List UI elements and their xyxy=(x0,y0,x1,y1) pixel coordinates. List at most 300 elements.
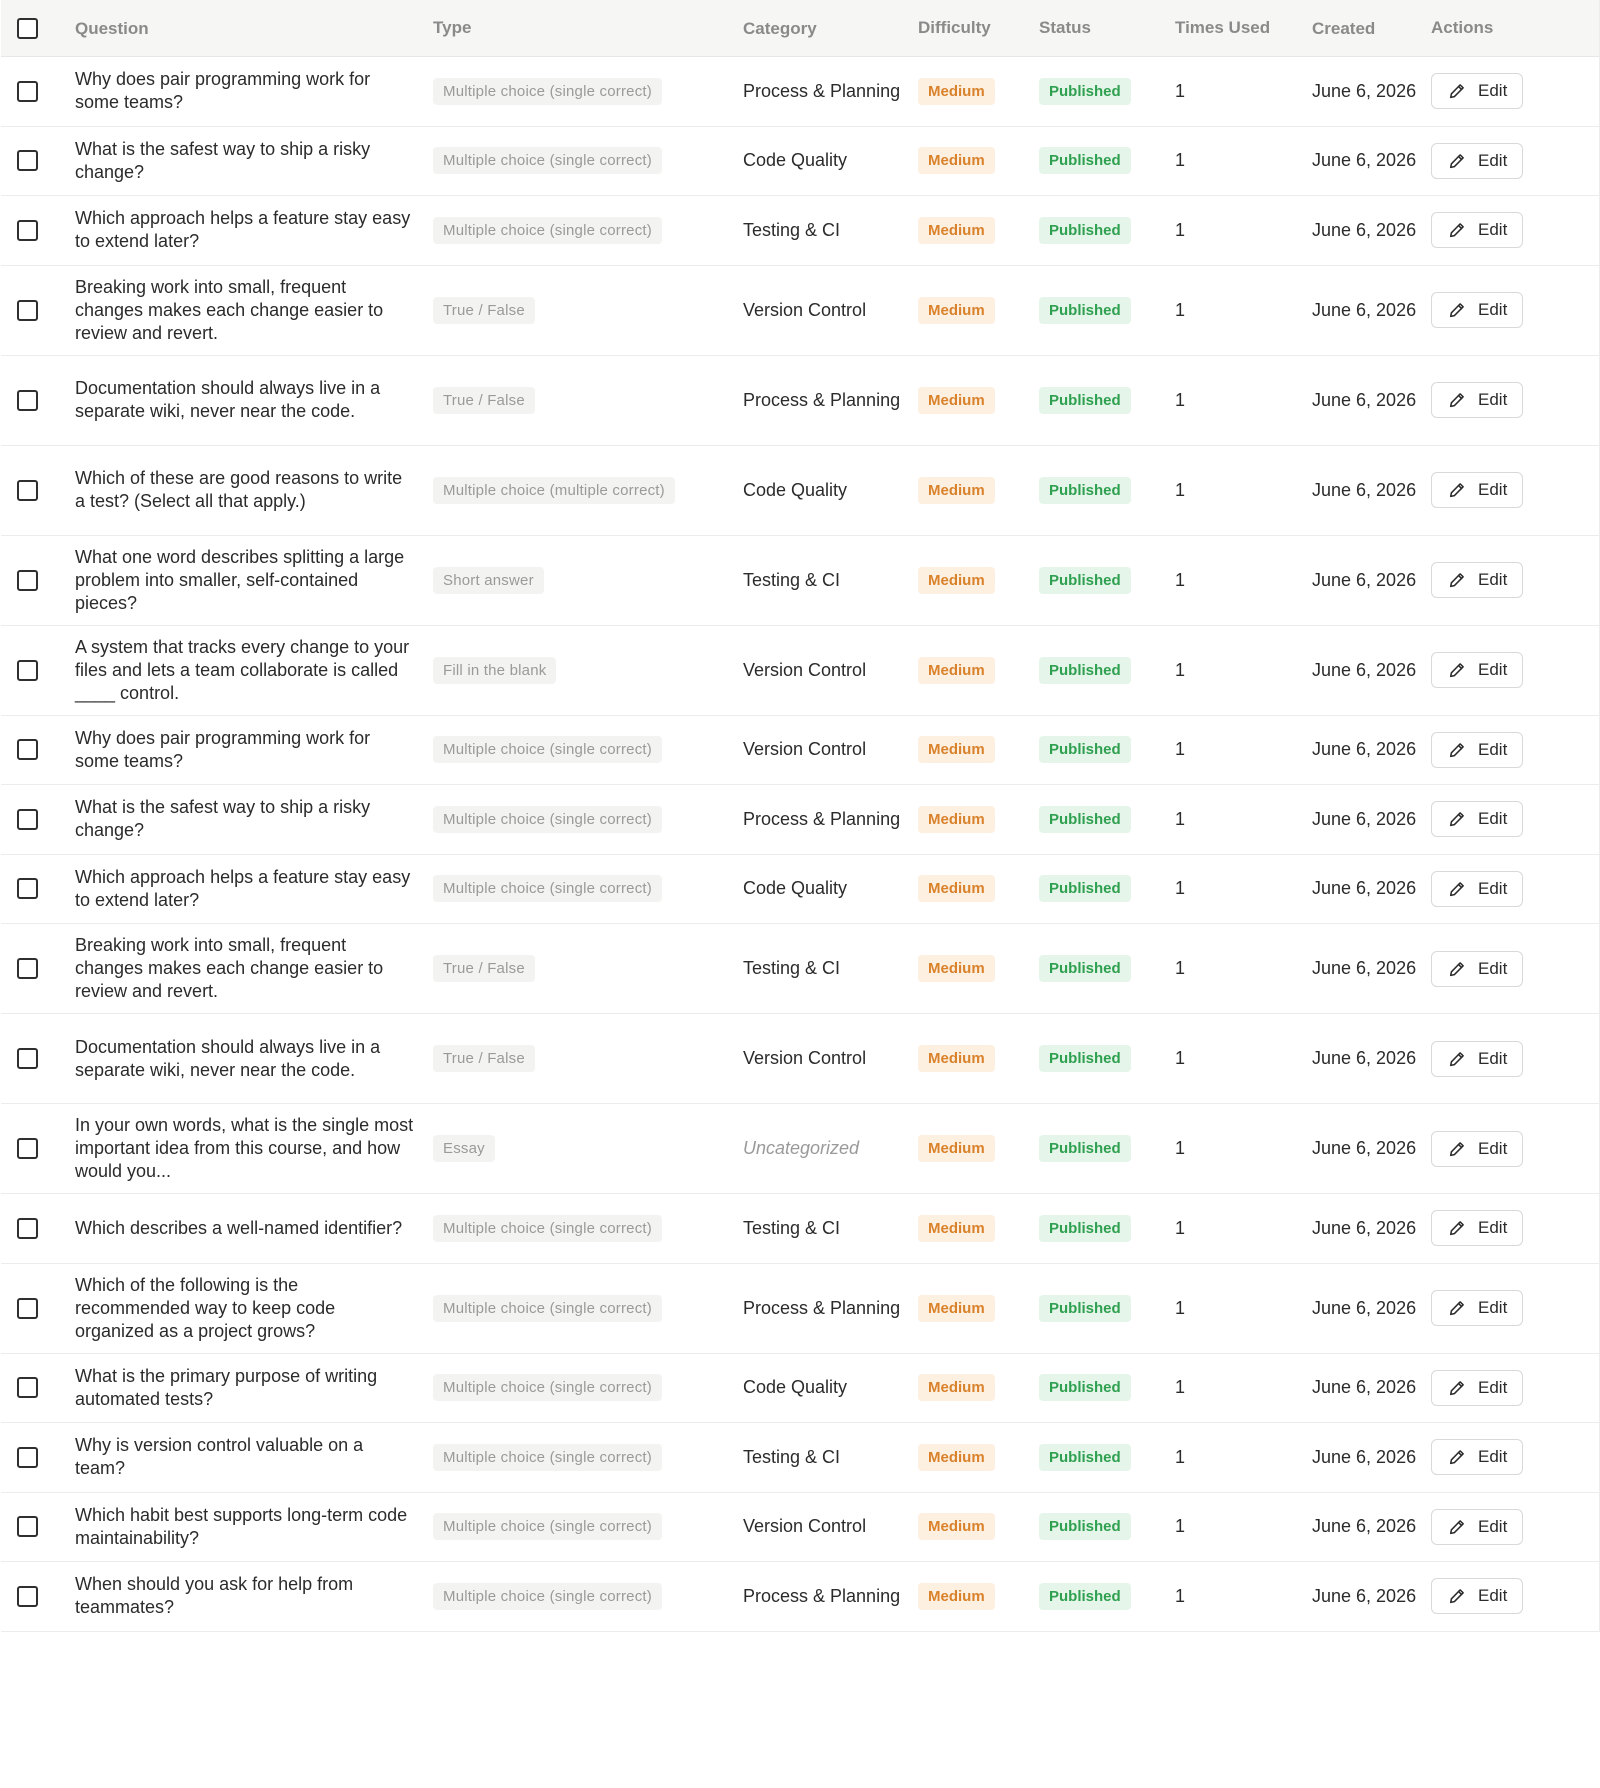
category-text: Code Quality xyxy=(743,1377,848,1398)
type-badge: True / False xyxy=(433,297,535,324)
status-badge: Published xyxy=(1039,387,1131,414)
status-cell xyxy=(1039,477,1175,504)
edit-button-label: Edit xyxy=(1478,1138,1508,1158)
status-badge: Published xyxy=(1039,297,1131,324)
row-checkbox[interactable] xyxy=(17,81,38,102)
type-cell xyxy=(433,875,743,902)
edit-button[interactable] xyxy=(1431,472,1523,508)
difficulty-badge: Medium xyxy=(918,78,995,105)
type-cell xyxy=(433,217,743,244)
actions-cell xyxy=(1431,652,1591,688)
actions-cell xyxy=(1431,1210,1591,1246)
edit-button[interactable] xyxy=(1431,1370,1523,1406)
type-cell xyxy=(433,955,743,982)
pencil-icon xyxy=(1448,571,1466,589)
category-text: Code Quality xyxy=(743,479,848,500)
type-badge: Multiple choice (single correct) xyxy=(433,1295,662,1322)
times-used-value: 1 xyxy=(1175,80,1186,101)
type-badge: Multiple choice (multiple correct) xyxy=(433,477,675,504)
actions-cell xyxy=(1431,73,1591,109)
difficulty-cell xyxy=(918,1215,1039,1242)
status-badge: Published xyxy=(1039,1374,1131,1401)
category-text: Version Control xyxy=(743,659,867,680)
edit-button-label: Edit xyxy=(1478,660,1508,679)
status-badge: Published xyxy=(1039,217,1131,244)
table-row xyxy=(1,1194,1599,1264)
type-cell xyxy=(433,477,743,504)
row-checkbox[interactable] xyxy=(17,739,38,760)
table-row xyxy=(1,1423,1599,1493)
row-checkbox[interactable] xyxy=(17,1048,38,1069)
times-used-value: 1 xyxy=(1175,219,1186,240)
created-date: June 6, 2026 xyxy=(1312,659,1417,680)
status-badge: Published xyxy=(1039,657,1131,684)
status-cell xyxy=(1039,875,1175,902)
difficulty-cell xyxy=(918,477,1039,504)
difficulty-cell xyxy=(918,297,1039,324)
pencil-icon xyxy=(1448,880,1466,898)
type-cell xyxy=(433,1045,743,1072)
status-badge: Published xyxy=(1039,1045,1131,1072)
row-checkbox[interactable] xyxy=(17,1138,38,1159)
created-date: June 6, 2026 xyxy=(1312,878,1417,899)
question-text[interactable]: Which approach helps a feature stay easy to extend later? xyxy=(75,866,411,910)
type-badge: Multiple choice (single correct) xyxy=(433,78,662,105)
category-text: Code Quality xyxy=(743,878,848,899)
status-cell xyxy=(1039,806,1175,833)
type-badge: Multiple choice (single correct) xyxy=(433,875,662,902)
difficulty-cell xyxy=(918,1374,1039,1401)
question-text[interactable]: Which of these are good reasons to write a test? (Select all that apply.) xyxy=(75,468,403,511)
row-checkbox[interactable] xyxy=(17,809,38,830)
category-text: Version Control xyxy=(743,299,867,320)
difficulty-badge: Medium xyxy=(918,1045,995,1072)
pencil-icon xyxy=(1448,1587,1466,1605)
difficulty-cell xyxy=(918,736,1039,763)
status-cell xyxy=(1039,387,1175,414)
actions-cell xyxy=(1431,382,1591,418)
row-checkbox[interactable] xyxy=(17,958,38,979)
edit-button[interactable] xyxy=(1431,73,1523,109)
row-select-cell xyxy=(1,300,75,321)
difficulty-badge: Medium xyxy=(918,147,995,174)
type-cell xyxy=(433,1583,743,1610)
question-text[interactable]: What is the safest way to ship a risky change? xyxy=(75,138,371,182)
header-type[interactable]: Type xyxy=(433,18,472,37)
category-text: Process & Planning xyxy=(743,1585,901,1606)
type-cell xyxy=(433,1135,743,1162)
actions-cell xyxy=(1431,732,1591,768)
pencil-icon xyxy=(1448,301,1466,319)
type-badge: Multiple choice (single correct) xyxy=(433,1215,662,1242)
type-badge: Fill in the blank xyxy=(433,657,556,684)
type-cell xyxy=(433,1513,743,1540)
status-badge: Published xyxy=(1039,147,1131,174)
times-used-value: 1 xyxy=(1175,739,1186,760)
times-used-value: 1 xyxy=(1175,958,1186,978)
header-created[interactable]: Created xyxy=(1312,18,1376,38)
edit-button-label: Edit xyxy=(1478,1298,1508,1317)
status-badge: Published xyxy=(1039,78,1131,105)
created-date: June 6, 2026 xyxy=(1312,1297,1417,1318)
edit-button[interactable] xyxy=(1431,1290,1523,1326)
status-cell xyxy=(1039,1374,1175,1401)
difficulty-cell xyxy=(918,875,1039,902)
status-badge: Published xyxy=(1039,1444,1131,1471)
pencil-icon xyxy=(1448,1219,1466,1237)
row-select-cell xyxy=(1,809,75,830)
actions-cell xyxy=(1431,1131,1591,1167)
edit-button[interactable] xyxy=(1431,1509,1523,1545)
table-row xyxy=(1,127,1599,197)
type-cell xyxy=(433,657,743,684)
edit-button[interactable] xyxy=(1431,732,1523,768)
times-used-value: 1 xyxy=(1175,808,1186,829)
table-row xyxy=(1,196,1599,266)
edit-button-label: Edit xyxy=(1478,220,1508,240)
edit-button[interactable] xyxy=(1431,1210,1523,1246)
row-checkbox[interactable] xyxy=(17,150,38,171)
row-select-cell xyxy=(1,739,75,760)
difficulty-cell xyxy=(918,217,1039,244)
difficulty-badge: Medium xyxy=(918,1444,995,1471)
actions-cell xyxy=(1431,562,1591,598)
category-text: Testing & CI xyxy=(743,1217,841,1238)
row-select-cell xyxy=(1,390,75,411)
difficulty-cell xyxy=(918,806,1039,833)
category-text: Process & Planning xyxy=(743,808,901,829)
difficulty-badge: Medium xyxy=(918,1295,995,1322)
status-cell xyxy=(1039,147,1175,174)
row-checkbox[interactable] xyxy=(17,1447,38,1468)
table-row xyxy=(1,785,1599,855)
question-text[interactable]: What one word describes splitting a large problem into smaller, self-contained pieces? xyxy=(75,546,405,613)
status-cell xyxy=(1039,1215,1175,1242)
row-checkbox[interactable] xyxy=(17,570,38,591)
question-text[interactable]: A system that tracks every change to your files and lets a team collaborate is called ____ control. xyxy=(75,636,410,703)
pencil-icon xyxy=(1448,741,1466,759)
times-used-value: 1 xyxy=(1175,1048,1186,1068)
question-text[interactable]: What is the safest way to ship a risky change? xyxy=(75,797,371,841)
category-text: Version Control xyxy=(743,739,867,760)
difficulty-cell xyxy=(918,1513,1039,1540)
row-checkbox[interactable] xyxy=(17,1377,38,1398)
question-text[interactable]: Why does pair programming work for some teams? xyxy=(75,727,371,771)
actions-cell xyxy=(1431,472,1591,508)
select-all-checkbox[interactable] xyxy=(17,18,38,39)
question-text[interactable]: Why does pair programming work for some teams? xyxy=(75,69,371,113)
type-badge: True / False xyxy=(433,387,535,414)
row-checkbox[interactable] xyxy=(17,1516,38,1537)
header-status[interactable]: Status xyxy=(1039,18,1091,37)
status-badge: Published xyxy=(1039,1583,1131,1610)
times-used-value: 1 xyxy=(1175,479,1186,500)
created-date: June 6, 2026 xyxy=(1312,1217,1417,1238)
difficulty-badge: Medium xyxy=(918,567,995,594)
difficulty-cell xyxy=(918,657,1039,684)
created-date: June 6, 2026 xyxy=(1312,389,1417,410)
created-date: June 6, 2026 xyxy=(1312,80,1417,101)
difficulty-badge: Medium xyxy=(918,806,995,833)
row-select-cell xyxy=(1,1377,75,1398)
difficulty-badge: Medium xyxy=(918,1583,995,1610)
edit-button[interactable] xyxy=(1431,143,1523,179)
created-date: June 6, 2026 xyxy=(1312,1446,1417,1467)
table-row xyxy=(1,855,1599,925)
question-text[interactable]: Which of the following is the recommended way to keep code organized as a project grows? xyxy=(75,1274,336,1341)
table-body xyxy=(1,57,1599,1632)
question-text[interactable]: Why is version control valuable on a team? xyxy=(75,1435,364,1479)
edit-button[interactable] xyxy=(1431,292,1523,328)
row-checkbox[interactable] xyxy=(17,220,38,241)
question-text[interactable]: Breaking work into small, frequent changes makes each change easier to review and revert. xyxy=(75,935,384,1001)
edit-button[interactable] xyxy=(1431,1041,1523,1077)
category-text: Testing & CI xyxy=(743,569,841,590)
type-badge: Multiple choice (single correct) xyxy=(433,1444,662,1471)
header-actions: Actions xyxy=(1431,18,1494,37)
pencil-icon xyxy=(1448,481,1466,499)
category-text: Code Quality xyxy=(743,150,848,171)
edit-button-label: Edit xyxy=(1478,1218,1508,1238)
pencil-icon xyxy=(1448,1448,1466,1466)
times-used-value: 1 xyxy=(1175,878,1186,899)
status-cell xyxy=(1039,1583,1175,1610)
status-badge: Published xyxy=(1039,806,1131,833)
category-text: Process & Planning xyxy=(743,1297,901,1318)
pencil-icon xyxy=(1448,810,1466,828)
difficulty-badge: Medium xyxy=(918,477,995,504)
row-checkbox[interactable] xyxy=(17,1298,38,1319)
edit-button[interactable] xyxy=(1431,951,1523,987)
select-all-cell xyxy=(1,18,75,39)
type-cell xyxy=(433,1215,743,1242)
type-badge: Multiple choice (single correct) xyxy=(433,217,662,244)
difficulty-badge: Medium xyxy=(918,1135,995,1162)
edit-button[interactable] xyxy=(1431,652,1523,688)
status-cell xyxy=(1039,297,1175,324)
type-cell xyxy=(433,567,743,594)
category-text: Version Control xyxy=(743,1516,867,1537)
question-text[interactable]: When should you ask for help from teammates? xyxy=(75,1574,354,1618)
table-row xyxy=(1,536,1599,626)
edit-button-label: Edit xyxy=(1478,480,1508,499)
table-row xyxy=(1,57,1599,127)
created-date: June 6, 2026 xyxy=(1312,479,1417,500)
type-badge: Multiple choice (single correct) xyxy=(433,1513,662,1540)
status-badge: Published xyxy=(1039,875,1131,902)
edit-button-label: Edit xyxy=(1478,1516,1508,1536)
pencil-icon xyxy=(1448,152,1466,170)
type-cell xyxy=(433,297,743,324)
type-badge: True / False xyxy=(433,1045,535,1072)
difficulty-cell xyxy=(918,955,1039,982)
status-cell xyxy=(1039,1295,1175,1322)
category-text: Testing & CI xyxy=(743,1446,841,1467)
created-date: June 6, 2026 xyxy=(1312,1138,1417,1158)
actions-cell xyxy=(1431,1578,1591,1614)
question-text[interactable]: Breaking work into small, frequent changes makes each change easier to review and revert. xyxy=(75,276,384,343)
type-badge: Multiple choice (single correct) xyxy=(433,1374,662,1401)
status-cell xyxy=(1039,567,1175,594)
pencil-icon xyxy=(1448,1379,1466,1397)
header-question[interactable]: Question xyxy=(75,18,149,38)
edit-button-label: Edit xyxy=(1478,81,1508,101)
edit-button[interactable] xyxy=(1431,1578,1523,1614)
row-checkbox[interactable] xyxy=(17,390,38,411)
row-select-cell xyxy=(1,570,75,591)
pencil-icon xyxy=(1448,391,1466,409)
pencil-icon xyxy=(1448,1140,1466,1158)
difficulty-badge: Medium xyxy=(918,1513,995,1540)
row-checkbox[interactable] xyxy=(17,1218,38,1239)
difficulty-badge: Medium xyxy=(918,955,995,982)
pencil-icon xyxy=(1448,221,1466,239)
table-row xyxy=(1,1493,1599,1563)
question-text[interactable]: In your own words, what is the single most important idea from this course, and how would you... xyxy=(75,1115,414,1181)
header-difficulty[interactable]: Difficulty xyxy=(918,18,991,37)
row-select-cell xyxy=(1,1586,75,1607)
question-text[interactable]: Which describes a well-named identifier? xyxy=(75,1217,403,1238)
header-times-used[interactable]: Times Used xyxy=(1175,18,1271,37)
difficulty-cell xyxy=(918,387,1039,414)
status-badge: Published xyxy=(1039,1215,1131,1242)
edit-button[interactable] xyxy=(1431,562,1523,598)
question-text[interactable]: Documentation should always live in a separate wiki, never near the code. xyxy=(75,1036,381,1080)
type-badge: Essay xyxy=(433,1135,495,1162)
edit-button[interactable] xyxy=(1431,382,1523,418)
table-row xyxy=(1,626,1599,716)
difficulty-cell xyxy=(918,78,1039,105)
row-select-cell xyxy=(1,1048,75,1069)
row-select-cell xyxy=(1,1516,75,1537)
edit-button[interactable] xyxy=(1431,1131,1523,1167)
times-used-value: 1 xyxy=(1175,1377,1186,1398)
difficulty-cell xyxy=(918,1444,1039,1471)
row-select-cell xyxy=(1,958,75,979)
edit-button[interactable] xyxy=(1431,212,1523,248)
table-row xyxy=(1,1354,1599,1424)
times-used-value: 1 xyxy=(1175,1516,1186,1537)
row-checkbox[interactable] xyxy=(17,480,38,501)
edit-button[interactable] xyxy=(1431,871,1523,907)
status-cell xyxy=(1039,1135,1175,1162)
table-row xyxy=(1,356,1599,446)
type-cell xyxy=(433,147,743,174)
status-badge: Published xyxy=(1039,1135,1131,1162)
status-badge: Published xyxy=(1039,477,1131,504)
status-cell xyxy=(1039,1444,1175,1471)
type-badge: True / False xyxy=(433,955,535,982)
created-date: June 6, 2026 xyxy=(1312,1585,1417,1606)
table-row xyxy=(1,1264,1599,1354)
actions-cell xyxy=(1431,1041,1591,1077)
row-checkbox[interactable] xyxy=(17,878,38,899)
times-used-value: 1 xyxy=(1175,389,1186,410)
edit-button-label: Edit xyxy=(1478,1586,1508,1606)
pencil-icon xyxy=(1448,1299,1466,1317)
row-checkbox[interactable] xyxy=(17,300,38,321)
actions-cell xyxy=(1431,1509,1591,1545)
created-date: June 6, 2026 xyxy=(1312,299,1417,320)
row-select-cell xyxy=(1,1138,75,1159)
type-badge: Multiple choice (single correct) xyxy=(433,147,662,174)
table-row xyxy=(1,716,1599,786)
edit-button-label: Edit xyxy=(1478,1377,1508,1397)
created-date: June 6, 2026 xyxy=(1312,958,1417,978)
status-badge: Published xyxy=(1039,1513,1131,1540)
row-checkbox[interactable] xyxy=(17,660,38,681)
created-date: June 6, 2026 xyxy=(1312,1377,1417,1398)
difficulty-cell xyxy=(918,147,1039,174)
edit-button-label: Edit xyxy=(1478,809,1508,829)
type-cell xyxy=(433,78,743,105)
edit-button-label: Edit xyxy=(1478,390,1508,409)
created-date: June 6, 2026 xyxy=(1312,219,1417,240)
question-text[interactable]: Which habit best supports long-term code maintainability? xyxy=(75,1504,408,1548)
created-date: June 6, 2026 xyxy=(1312,1516,1417,1537)
type-cell xyxy=(433,736,743,763)
difficulty-badge: Medium xyxy=(918,297,995,324)
table-row xyxy=(1,924,1599,1014)
question-text[interactable]: What is the primary purpose of writing automated tests? xyxy=(75,1365,378,1409)
pencil-icon xyxy=(1448,960,1466,978)
question-text[interactable]: Documentation should always live in a separate wiki, never near the code. xyxy=(75,378,381,421)
type-cell xyxy=(433,387,743,414)
created-date: June 6, 2026 xyxy=(1312,1048,1417,1068)
times-used-value: 1 xyxy=(1175,1217,1186,1238)
status-cell xyxy=(1039,1513,1175,1540)
created-date: June 6, 2026 xyxy=(1312,739,1417,760)
status-cell xyxy=(1039,78,1175,105)
times-used-value: 1 xyxy=(1175,659,1186,680)
status-badge: Published xyxy=(1039,955,1131,982)
times-used-value: 1 xyxy=(1175,299,1186,320)
status-badge: Published xyxy=(1039,736,1131,763)
status-cell xyxy=(1039,955,1175,982)
actions-cell xyxy=(1431,801,1591,837)
edit-button-label: Edit xyxy=(1478,570,1508,589)
header-category[interactable]: Category xyxy=(743,18,817,38)
difficulty-badge: Medium xyxy=(918,657,995,684)
times-used-value: 1 xyxy=(1175,1585,1186,1606)
row-select-cell xyxy=(1,878,75,899)
edit-button[interactable] xyxy=(1431,801,1523,837)
row-checkbox[interactable] xyxy=(17,1586,38,1607)
row-select-cell xyxy=(1,150,75,171)
table-row xyxy=(1,446,1599,536)
actions-cell xyxy=(1431,871,1591,907)
difficulty-cell xyxy=(918,1045,1039,1072)
row-select-cell xyxy=(1,660,75,681)
status-cell xyxy=(1039,217,1175,244)
difficulty-cell xyxy=(918,1295,1039,1322)
question-text[interactable]: Which approach helps a feature stay easy to extend later? xyxy=(75,208,411,252)
times-used-value: 1 xyxy=(1175,150,1186,171)
type-cell xyxy=(433,1295,743,1322)
type-cell xyxy=(433,806,743,833)
pencil-icon xyxy=(1448,1518,1466,1536)
actions-cell xyxy=(1431,292,1591,328)
category-text: Uncategorized xyxy=(743,1138,860,1158)
status-cell xyxy=(1039,1045,1175,1072)
category-text: Process & Planning xyxy=(743,389,901,410)
table-row xyxy=(1,266,1599,356)
edit-button[interactable] xyxy=(1431,1439,1523,1475)
type-cell xyxy=(433,1374,743,1401)
edit-button-label: Edit xyxy=(1478,958,1508,978)
row-select-cell xyxy=(1,1298,75,1319)
created-date: June 6, 2026 xyxy=(1312,569,1417,590)
